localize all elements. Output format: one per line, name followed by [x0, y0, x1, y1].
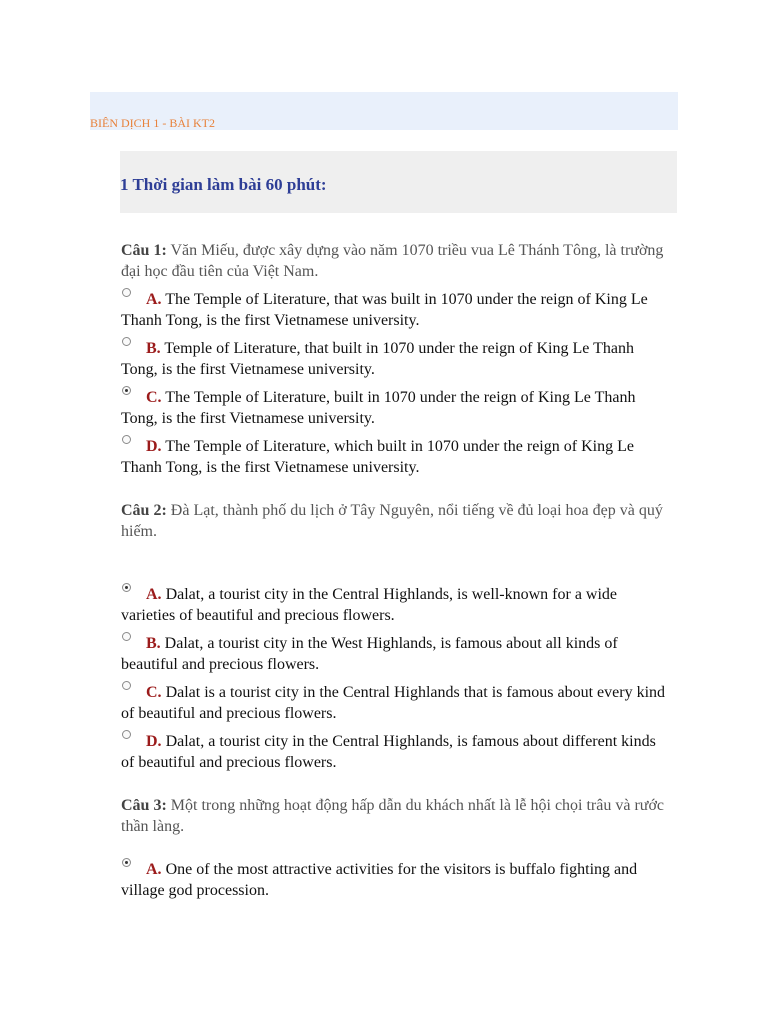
option-letter: B. [146, 340, 161, 357]
option-letter: A. [146, 291, 162, 308]
radio-button[interactable] [122, 583, 131, 592]
answer-options [121, 584, 671, 773]
question-text: Một trong những hoạt động hấp dẫn du khách nhất là lễ hội chọi trâu và rước thần làng. [121, 797, 665, 835]
question-label: Câu 1: [121, 242, 167, 259]
option-text: Temple of Literature, that built in 1070 under the reign of King Le Thanh Tong, is the first Vietnamese university. [121, 340, 634, 378]
section-header [120, 151, 677, 213]
option-text: The Temple of Literature, which built in 1070 under the reign of King Le Thanh Tong, is the first Vietnamese university. [121, 438, 634, 476]
answer-option[interactable] [121, 584, 671, 626]
answer-option[interactable] [121, 731, 671, 773]
option-text: Dalat is a tourist city in the Central Highlands that is famous about every kind of beautiful and precious flowers. [121, 684, 666, 722]
option-letter: A. [146, 586, 162, 603]
answer-options [121, 289, 671, 478]
question-3 [121, 795, 671, 837]
question-1 [121, 240, 671, 282]
radio-button[interactable] [122, 337, 131, 346]
option-text: Dalat, a tourist city in the West Highlands, is famous about all kinds of beautiful and precious flowers. [121, 635, 618, 673]
radio-button[interactable] [122, 288, 131, 297]
option-text: The Temple of Literature, built in 1070 under the reign of King Le Thanh Tong, is the first Vietnamese university. [121, 389, 636, 427]
option-letter: B. [146, 635, 161, 652]
answer-option[interactable] [121, 387, 671, 429]
radio-button[interactable] [122, 435, 131, 444]
header-bar [90, 92, 678, 130]
answer-option[interactable] [121, 633, 671, 675]
answer-option[interactable] [121, 338, 671, 380]
option-text: Dalat, a tourist city in the Central Highlands, is well-known for a wide varieties of beautiful and precious flowers. [121, 586, 618, 624]
answer-option[interactable] [121, 436, 671, 478]
question-label: Câu 2: [121, 502, 167, 519]
question-text: Đà Lạt, thành phố du lịch ở Tây Nguyên, nổi tiếng về đủ loại hoa đẹp và quý hiếm. [121, 502, 663, 540]
answer-option[interactable] [121, 682, 671, 724]
question-list [121, 240, 671, 901]
option-text: One of the most attractive activities for the visitors is buffalo fighting and village god procession. [121, 861, 638, 899]
radio-button[interactable] [122, 681, 131, 690]
question-text: Văn Miếu, được xây dựng vào năm 1070 triều vua Lê Thánh Tông, là trường đại học đầu tiên của Việt Nam. [121, 242, 664, 280]
option-letter: D. [146, 438, 162, 455]
answer-option[interactable] [121, 289, 671, 331]
answer-options [121, 859, 671, 901]
question-label: Câu 3: [121, 797, 167, 814]
option-letter: A. [146, 861, 162, 878]
option-text: Dalat, a tourist city in the Central Highlands, is famous about different kinds of beautiful and precious flowers. [121, 733, 656, 771]
option-letter: C. [146, 389, 162, 406]
radio-button[interactable] [122, 632, 131, 641]
option-letter: D. [146, 733, 162, 750]
option-letter: C. [146, 684, 162, 701]
page-title: 1 Thời gian làm bài 60 phút: [120, 175, 327, 194]
radio-button[interactable] [122, 858, 131, 867]
question-2 [121, 500, 671, 542]
radio-button[interactable] [122, 730, 131, 739]
radio-button[interactable] [122, 386, 131, 395]
option-text: The Temple of Literature, that was built in 1070 under the reign of King Le Thanh Tong, is the first Vietnamese university. [121, 291, 648, 329]
breadcrumb[interactable]: BIÊN DỊCH 1 - BÀI KT2 [90, 116, 215, 130]
answer-option[interactable] [121, 859, 671, 901]
